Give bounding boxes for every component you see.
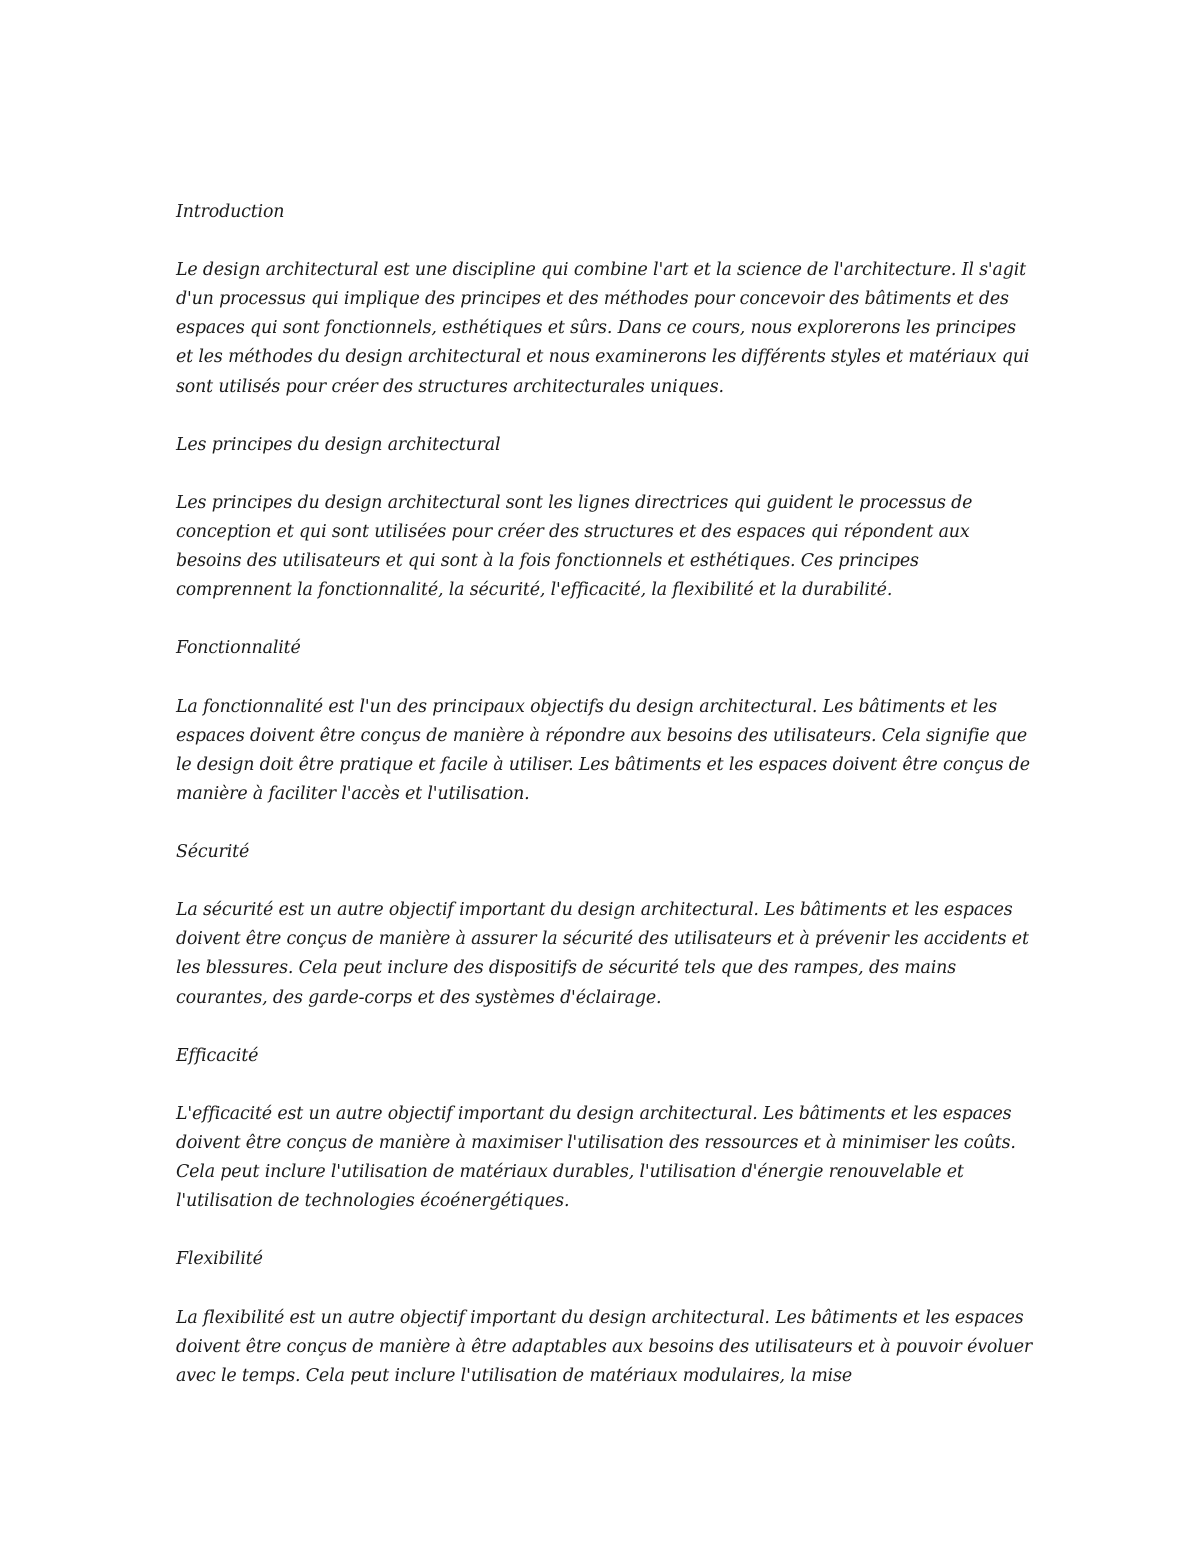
section-paragraph-principes: Les principes du design architectural sont les lignes directrices qui guident le processus de conception et qui sont utilisées pour créer des structures et des espaces qui répondent aux besoins des utilisateurs et qui sont à la fois fonctionnels et esthétiques. Ces principes comprennent la fonctionnalité, la sécurité, l'efficacité, la flexibilité et la durabilité. [176,492,973,601]
section-heading-flexibilite: Flexibilité [176,1249,263,1270]
section-paragraph-fonctionnalite: La fonctionnalité est l'un des principaux objectifs du design architectural. Les bâtiments et les espaces doivent être conçus de manière à répondre aux besoins des utilisateurs. Cela signifie que le design doit être pratique et facile à utiliser. Les bâtiments et les espaces doivent être conçus de manière à faciliter l'accès et l'utilisation. [176,696,1030,804]
section-heading-efficacite: Efficacité [176,1045,259,1066]
section-heading-principes: Les principes du design architectural [176,434,501,455]
section-heading-introduction: Introduction [176,202,285,222]
section-heading-securite: Sécurité [176,842,250,863]
section-paragraph-efficacite: L'efficacité est un autre objectif important du design architectural. Les bâtiments et les espaces doivent être conçus de manière à maximiser l'utilisation des ressources et à minimiser les coûts. Cela peut inclure l'utilisation de matériaux durables, l'utilisation d'énergie renouvelable et l'utilisation de technologies écoénergétiques. [176,1103,1016,1212]
section-paragraph-flexibilite: La flexibilité est un autre objectif important du design architectural. Les bâtiments et les espaces doivent être conçus de manière à être adaptables aux besoins des utilisateurs et à pouvoir évoluer avec le temps. Cela peut inclure l'utilisation de matériaux modulaires, la mise [176,1307,1033,1386]
section-heading-fonctionnalite: Fonctionnalité [176,638,301,659]
document-body [176,198,1036,1420]
section-paragraph-securite: La sécurité est un autre objectif important du design architectural. Les bâtiments et les espaces doivent être conçus de manière à assurer la sécurité des utilisateurs et à prévenir les accidents et les blessures. Cela peut inclure des dispositifs de sécurité tels que des rampes, des mains courantes, des garde-corps et des systèmes d'éclairage. [176,900,1029,1008]
section-paragraph-introduction: Le design architectural est une discipline qui combine l'art et la science de l'architecture. Il s'agit d'un processus qui implique des principes et des méthodes pour concevoir des bâtiments et des espaces qui sont fonctionnels, esthétiques et sûrs. Dans ce cours, nous explorerons les principes et les méthodes du design architectural et nous examinerons les différents styles et matériaux qui sont utilisés pour créer des structures architecturales uniques. [176,260,1030,397]
